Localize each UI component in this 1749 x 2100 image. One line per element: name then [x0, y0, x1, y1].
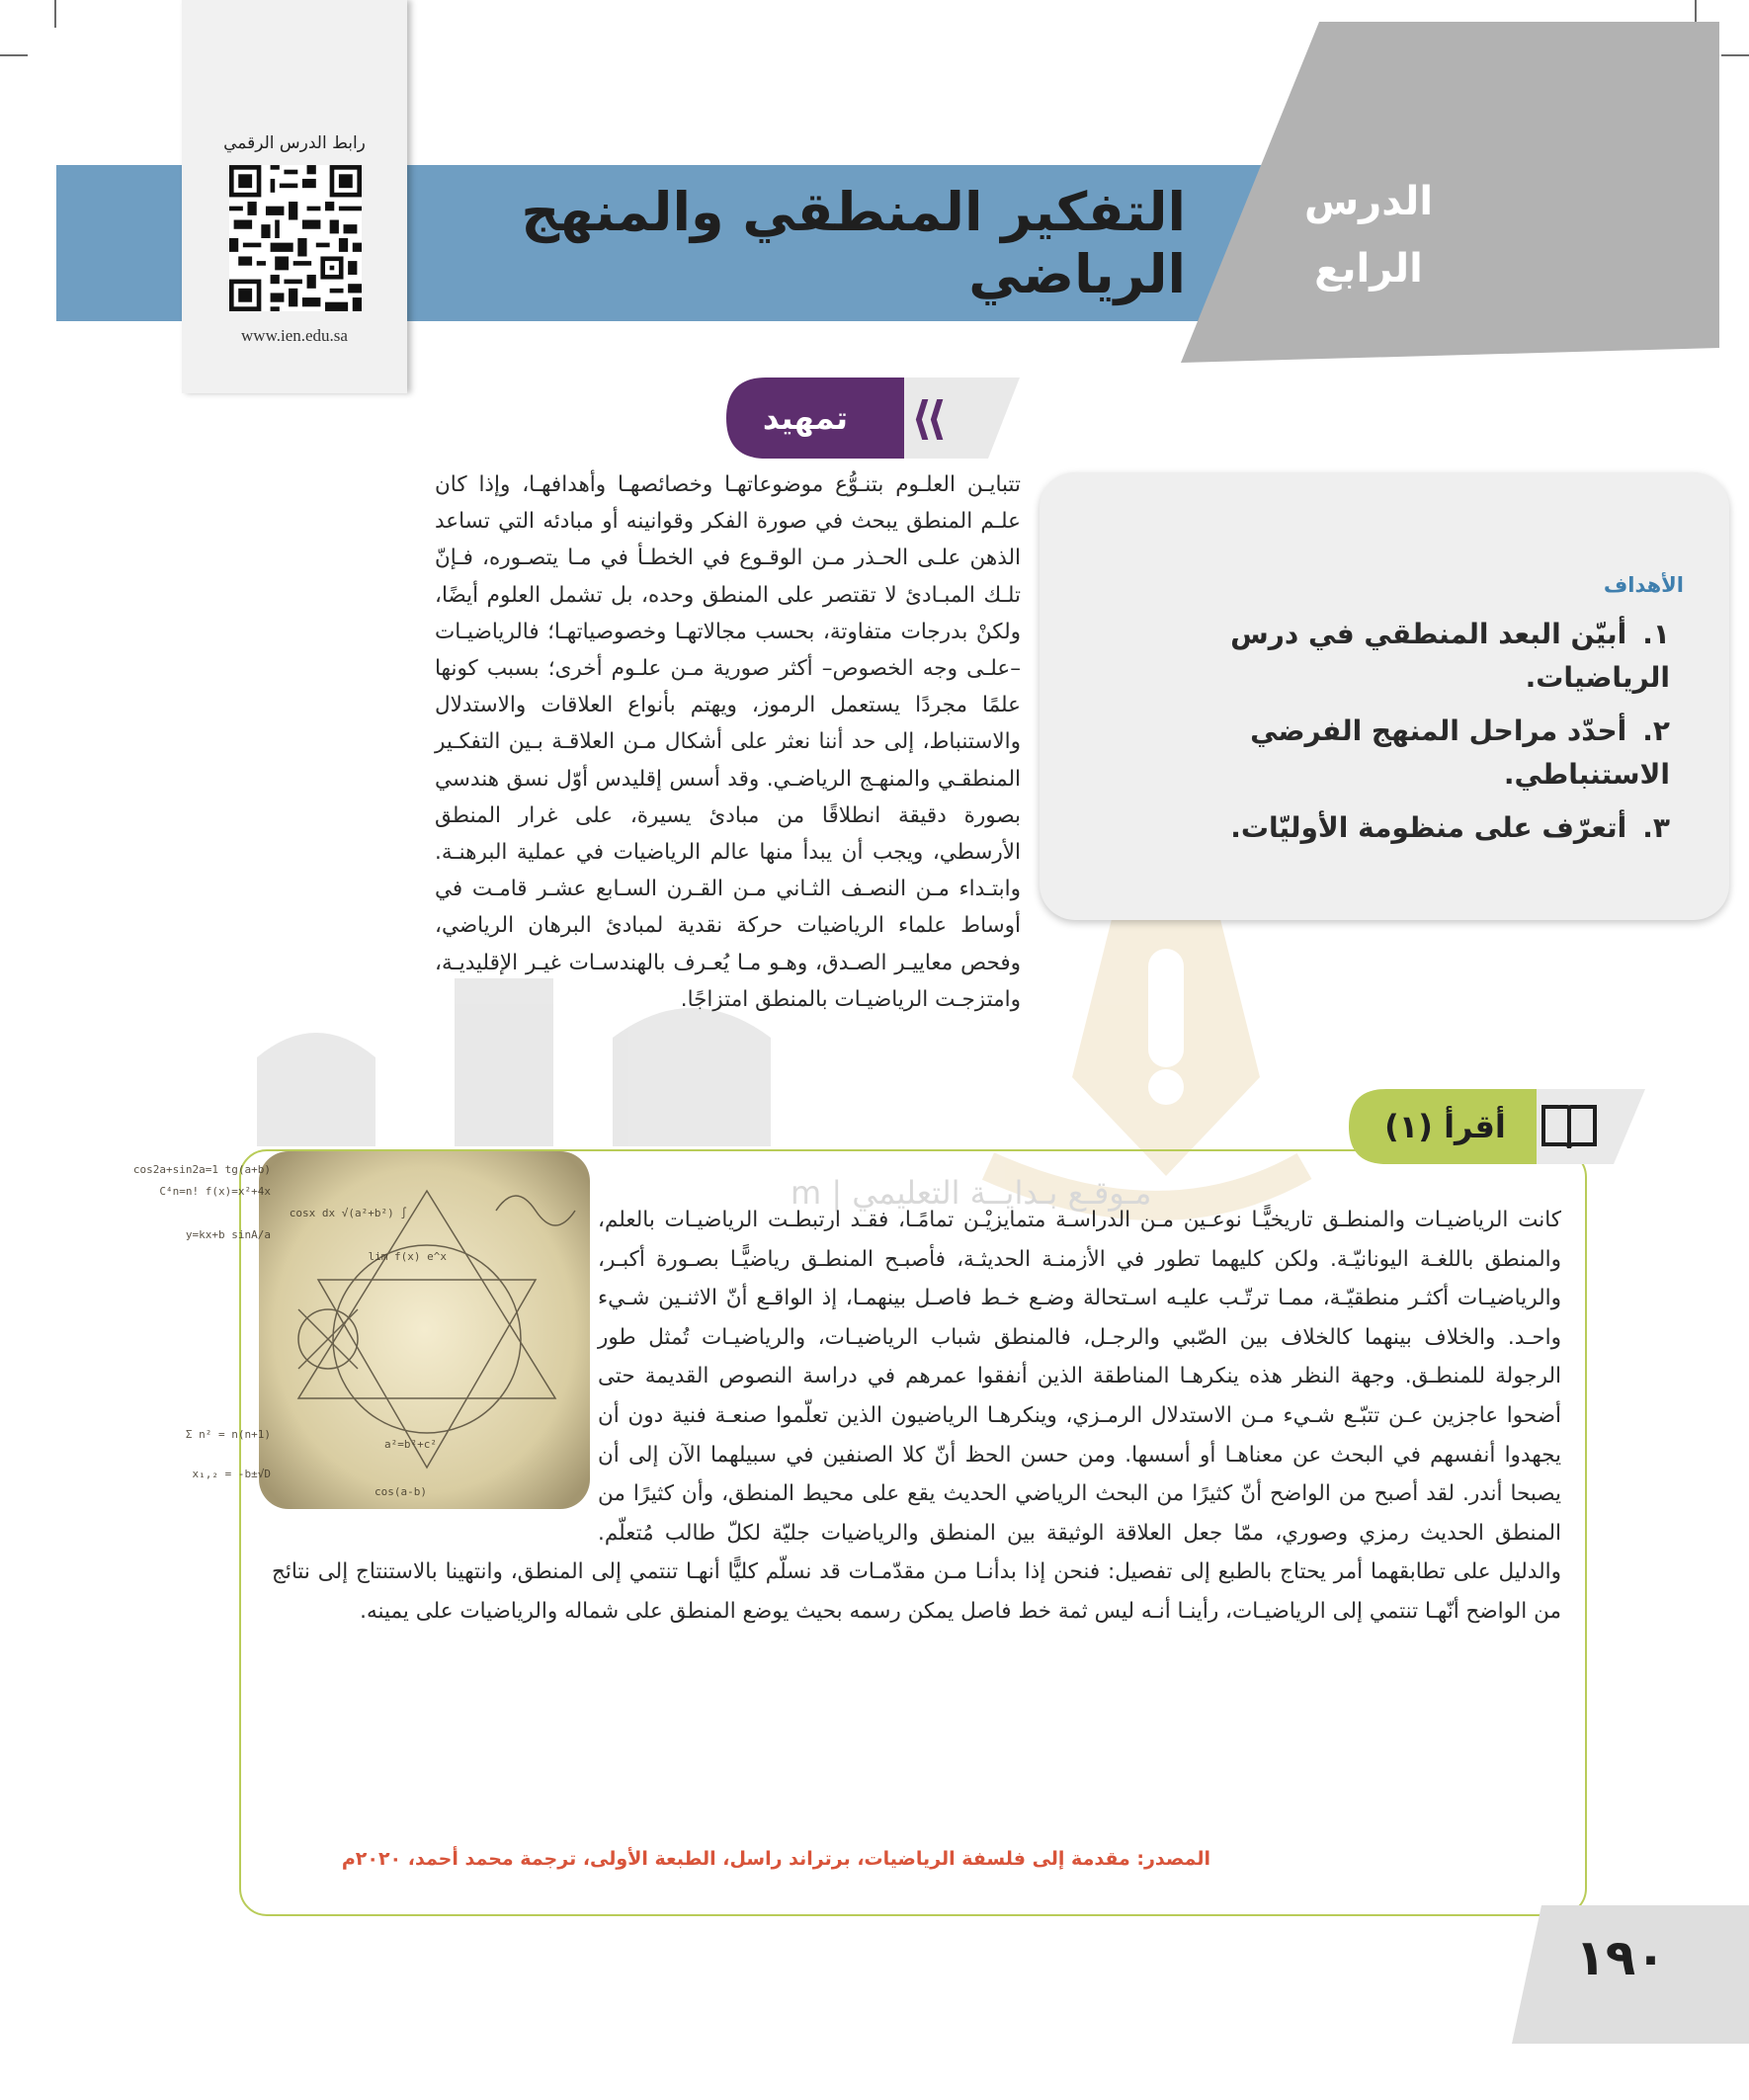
intro-paragraph: تتبايـن العلـوم بتنـوُّع موضوعاتهـا وخصائصهـا وأهدافهـا، وإذا كان علـم المنطق يبحث في صورة الفكر وقوانينه أو مبادئه التي تساعد الذهن علـى الحـذر مـن الوقـوع في الخطـأ في مـا يتصـوره، فـإنّ تلـك المبـادئ لا تقتصر على المنطق وحده، بل تشمل العلوم أيضًا، ولكنْ بدرجات متفاوتة، بحسب مجالاتهـا وخصوصياتهـا؛ فالرياضيـات –علـى وجه الخصوص– أكثر صورية مـن علـوم أخرى؛ بسبب كونها علمًا مجردًا يستعمل الرموز، ويهتم بأنواع العلاقات والاستدلال والاستنباط، إلى حد أننا نعثر على أشكال مـن العلاقـة بـين التفكـير المنطقـي والمنهـج الرياضـي. وقد أسس إقليدس أوّل نسق هندسي بصورة دقيقة انطلاقًا من مبادئ يسيرة، على غرار المنطق الأرسطي، ويجب أن يبدأ منها عالم الرياضيات في عملية البرهنـة. وابتـداء مـن النصـف الثـاني مـن القـرن السـابع عشـر قامـت في أوساط علماء الرياضيات حركة نقدية لمبادئ البرهان الرياضي، وفحص معاييـر الصـدق، وهـو مـا يُعـرف بالهندسـات غيـر الإقليديـة، وامتزجـت الرياضيـات بالمنطق امتزاجًا.: [435, 472, 1021, 1012]
qr-url[interactable]: www.ien.edu.sa: [241, 326, 348, 345]
crop-mark: [54, 0, 56, 28]
crop-mark: [1721, 54, 1749, 56]
lesson-tab-line2: الرابع: [1314, 246, 1423, 292]
goals-box: [1040, 472, 1729, 920]
qr-card: [182, 0, 407, 393]
goals-list: [1156, 603, 1670, 850]
goal-text: أحدّد مراحل المنهج الفرضي الاستنباطي.: [1250, 714, 1670, 791]
qr-code-icon[interactable]: [229, 165, 362, 315]
goal-number: ١.: [1642, 618, 1670, 650]
image-float-spacer: [272, 1201, 598, 1517]
lesson-tab-line1: الدرس: [1303, 179, 1434, 224]
goal-item: [1156, 806, 1670, 850]
book-icon: [1540, 1099, 1599, 1154]
svg-text:C⁴n=n! f(x)=x²+4x: C⁴n=n! f(x)=x²+4x: [159, 1185, 271, 1198]
read-label: أقرأ (١): [1384, 1108, 1506, 1145]
svg-text:x₁,₂ = -b±√D: x₁,₂ = -b±√D: [192, 1468, 271, 1480]
svg-text:∫ cosx dx √(a²+b²): ∫ cosx dx √(a²+b²): [289, 1207, 407, 1219]
lesson-title: التفكير المنطقي والمنهج الرياضي: [521, 181, 1186, 305]
read-paragraph: كانت الرياضيـات والمنطـق تاريخيًّـا نوعـين مـن الدراسـة متمايزيْـن تمامًـا، فقـد ارتبطـت الرياضيـات بالعلم، والمنطق باللغـة اليونانيّـة. ولكن كليهما تطور في الأزمنـة الحديثـة، فأصبـح المنطـق رياضيًّـا بصـورة أكبـر، والرياضيـات أكثـر منطقيّـة، ممـا ترتّـب عليـه اسـتحالة وضـع خـط فاصـل بينهمـا، إذ الواقـع أنّ الاثنـين شـيء واحـد. والخلاف بينهما كالخلاف بين الصّبي والرجـل، فالمنطق شباب الرياضيـات، والرياضيـات تُمثل طور الرجولة للمنطـق. وجهة النظر هذه ينكرهـا المناطقة الذين أنفقوا عمرهم في دراسة النصوص القديمة حتى أضحوا عاجزين عـن تتبّـع شـيء مـن الاستدلال الرمـزي، وينكرهـا الرياضيون الذين تعلّموا صنعـة فنية دون أن يجهدوا أنفسهم في البحث عن معناهـا أو أسسها. ومن حسن الحظ أنّ كلا الصنفين في سبيلهما الآن إلى أن يصبحا أندر. لقد أصبح من الواضح أنّ كثيرًا من البحث الرياضي الحديث يقع على محيط المنطق، وأن كثيرًا من المنطق الحديث رمزي وصوري، ممّا جعل العلاقة الوثيقة بين المنطق والرياضيات جليّة لكلّ طالب مُتعلّم. والدليل على تطابقهما أمر يحتاج بالطبع إلى تفصيل: فنحن إذا بدأنـا مـن مقدّمـات قد نسلّم كليًّا أنهـا تنتمي إلى المنطق، وانتهينا بالاستنتاج إلى نتائج من الواضح أنّهـا تنتمي إلى الرياضيـات، رأينـا أنـه ليس ثمة خط فاصل يمكن رسمه بحيث يوضع المنطق على شماله والرياضيات على يمينه.: [272, 1201, 1561, 1632]
goal-item: [1156, 613, 1670, 700]
goal-text: أبيّن البعد المنطقي في درس الرياضيات.: [1230, 618, 1670, 694]
page-number: ١٩٠: [1575, 1929, 1666, 1986]
svg-text:cos2a+sin2a=1 tg(a+b): cos2a+sin2a=1 tg(a+b): [132, 1163, 271, 1176]
chevrons-icon: ⟩⟩: [911, 391, 942, 445]
qr-caption: رابط الدرس الرقمي: [223, 133, 366, 153]
svg-text:Σ n² = n(n+1): Σ n² = n(n+1): [185, 1428, 271, 1441]
goal-text: أتعرّف على منظومة الأوليّات.: [1230, 811, 1627, 844]
goals-title: الأهداف: [1603, 573, 1684, 597]
svg-text:cos(a-b): cos(a-b): [375, 1485, 427, 1498]
svg-text:a²=b²+c²: a²=b²+c²: [384, 1438, 437, 1451]
watermark-text: مـوقـع بـدايــة التعليمي | m: [791, 1174, 1152, 1212]
goal-item: [1156, 710, 1670, 797]
lesson-number-label: [1270, 168, 1467, 302]
source-citation: المصدر: مقدمة إلى فلسفة الرياضيات، برتراند راسل، الطبعة الأولى، ترجمة محمد أحمد، ٢٠٢٠م: [341, 1848, 1210, 1870]
crop-mark: [0, 54, 28, 56]
goal-number: ٢.: [1642, 714, 1670, 747]
intro-label: تمهيد: [762, 399, 849, 437]
goal-number: ٣.: [1642, 811, 1670, 844]
svg-text:y=kx+b sinA/a: y=kx+b sinA/a: [185, 1228, 271, 1241]
svg-text:lim f(x) e^x: lim f(x) e^x: [368, 1250, 447, 1263]
